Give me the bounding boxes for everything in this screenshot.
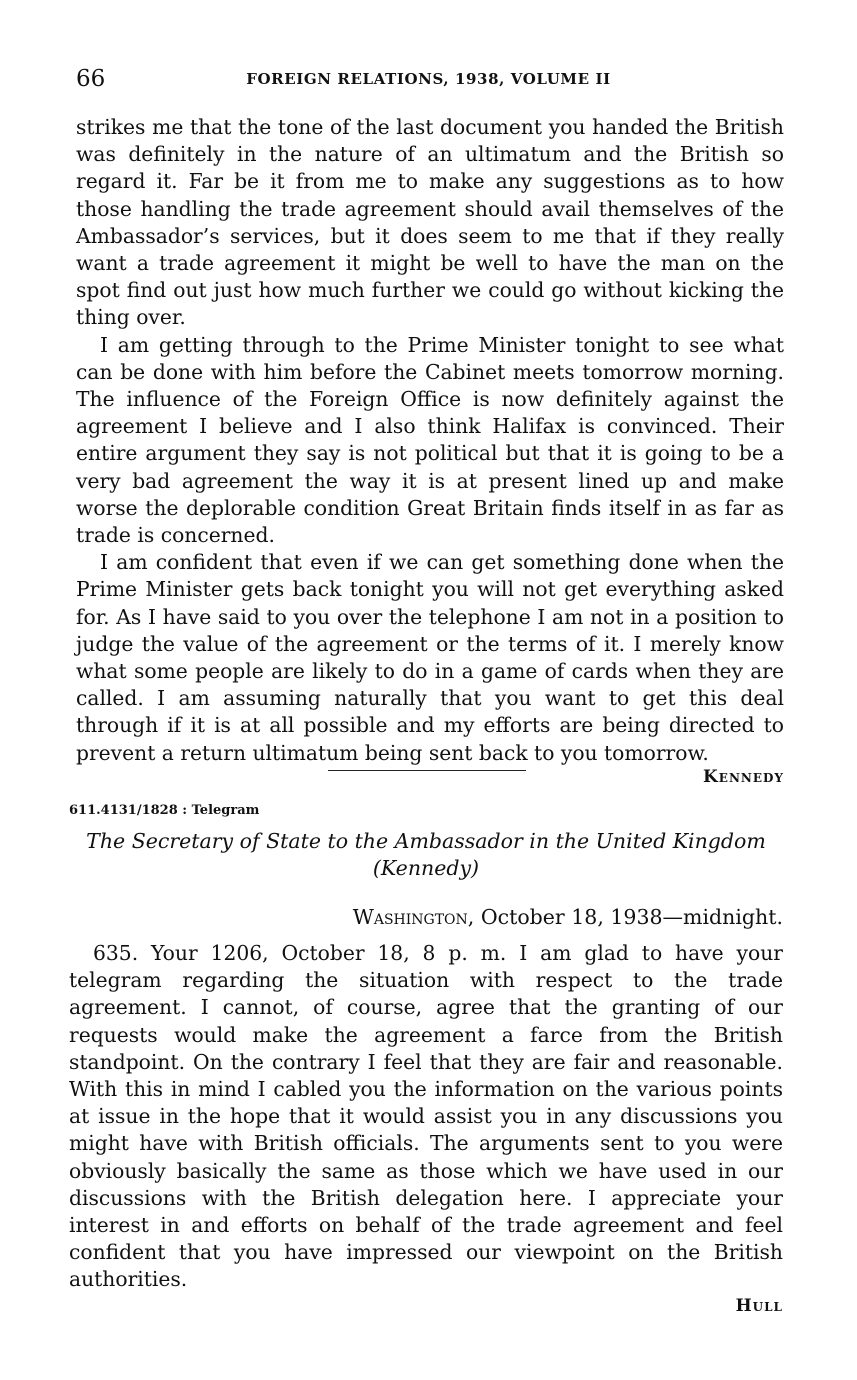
paragraph-3: I am confident that even if we can get something done when the Prime Minister gets back tonight you will not get everything asked for. As I have said to you over the telephone I am not in a position to judge the value of the agreement or the terms of it. I merely know what some people are likely to do in a game of cards when they are called. I am assuming naturally that you want to get this deal through if it is at all possible and my efforts are being directed to prevent a return ultimatum being sent back to you tomorrow. xyxy=(76,550,784,765)
section-divider xyxy=(328,770,526,771)
paragraph-2: I am getting through to the Prime Minister tonight to see what can be done with him before the Cabinet meets tomorrow morning. The influence of the Foreign Office is now definitely against the agreement I believe and I also think Halifax is convinced. Their entire argument they say is not political but that it is going to be a very bad agreement the way it is at present lined up and make worse the deplorable condition Great Britain finds itself in as far as trade is concerned. xyxy=(76,332,784,548)
hull-telegram-body xyxy=(69,940,783,1316)
paragraph-635: 635. Your 1206, October 18, 8 p. m. I am glad to have your telegram regarding the situation with respect to the trade agreement. I cannot, of course, agree that the granting of our requests would make the agreement a farce from the British standpoint. On the contrary I feel that they are fair and reasonable. With this in mind I cabled you the information on the various points at issue in the hope that it would assist you in any discussions you might have with British officials. The arguments sent to you were obviously basically the same as those which we have used in our discussions with the British delegation here. I appreciate your interest in and efforts on behalf of the trade agreement and feel confident that you have impressed our viewpoint on the British authorities. xyxy=(69,941,783,1292)
paragraph-1: strikes me that the tone of the last document you handed the British was definitely in the nature of an ultimatum and the British so regard it. Far be it from me to make any suggestions as to how those handling the trade agreement should avail themselves of the Ambassador’s services, but it does seem to me that if they really want a trade agreement it might be well to have the man on the spot find out just how much further we could go without kicking the thing over. xyxy=(76,115,784,330)
signature-kennedy: Kennedy xyxy=(703,766,784,787)
file-reference: 611.4131/1828 : Telegram xyxy=(69,803,260,818)
kennedy-telegram-continuation xyxy=(76,114,784,787)
dateline xyxy=(353,905,783,929)
heading-line-1: The Secretary of State to the Ambassador in the United Kingdom xyxy=(86,829,766,853)
dateline-place: Washington xyxy=(352,905,468,929)
page-number: 66 xyxy=(76,66,106,92)
running-title: FOREIGN RELATIONS, 1938, VOLUME II xyxy=(246,70,611,88)
signature-hull: Hull xyxy=(735,1295,783,1316)
running-head xyxy=(76,66,781,96)
heading-line-2: (Kennedy) xyxy=(372,856,480,880)
dateline-date: , October 18, 1938—midnight. xyxy=(467,905,783,929)
document-heading xyxy=(69,828,783,882)
